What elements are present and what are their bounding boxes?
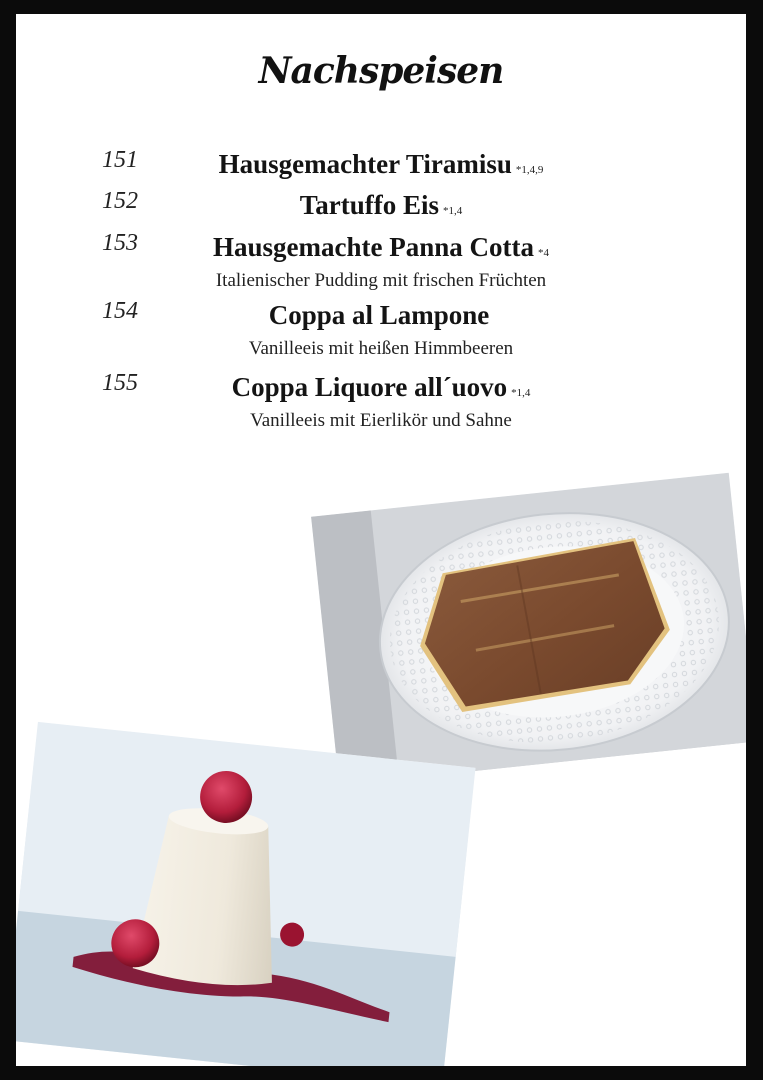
item-number: 151 xyxy=(102,147,138,173)
item-name: Hausgemachter Tiramisu xyxy=(218,149,512,179)
item-number: 154 xyxy=(102,298,138,324)
item-description: Italienischer Pudding mit frischen Früchten xyxy=(215,270,547,291)
item-name: Tartuffo Eis xyxy=(299,190,440,220)
item-description: Vanilleeis mit Eierlikör und Sahne xyxy=(250,410,512,431)
menu-page xyxy=(16,14,746,1066)
item-name: Coppa Liquore all´uovo xyxy=(231,372,508,402)
item-number: 155 xyxy=(102,370,138,396)
item-name-line xyxy=(16,300,746,331)
item-allergens: *1,4 xyxy=(443,205,463,217)
item-allergens: *4 xyxy=(537,247,549,259)
item-name-line xyxy=(16,149,746,180)
tiramisu-photo xyxy=(311,473,746,785)
item-number: 152 xyxy=(102,188,138,214)
item-allergens: *1,4,9 xyxy=(515,164,544,176)
item-allergens: *1,4 xyxy=(511,387,531,399)
panna-cotta-photo xyxy=(16,722,476,1066)
page-title: Nachspeisen xyxy=(258,50,504,92)
item-name: Coppa al Lampone xyxy=(268,300,490,330)
item-name-line xyxy=(16,372,746,403)
item-name-line xyxy=(16,232,746,263)
item-description: Vanilleeis mit heißen Himmbeeren xyxy=(248,338,514,359)
tiramisu-illustration xyxy=(311,473,746,785)
item-number: 153 xyxy=(102,230,138,256)
item-name: Hausgemachte Panna Cotta xyxy=(213,232,534,262)
item-name-line xyxy=(16,190,746,221)
panna-cotta-illustration xyxy=(16,722,476,1066)
